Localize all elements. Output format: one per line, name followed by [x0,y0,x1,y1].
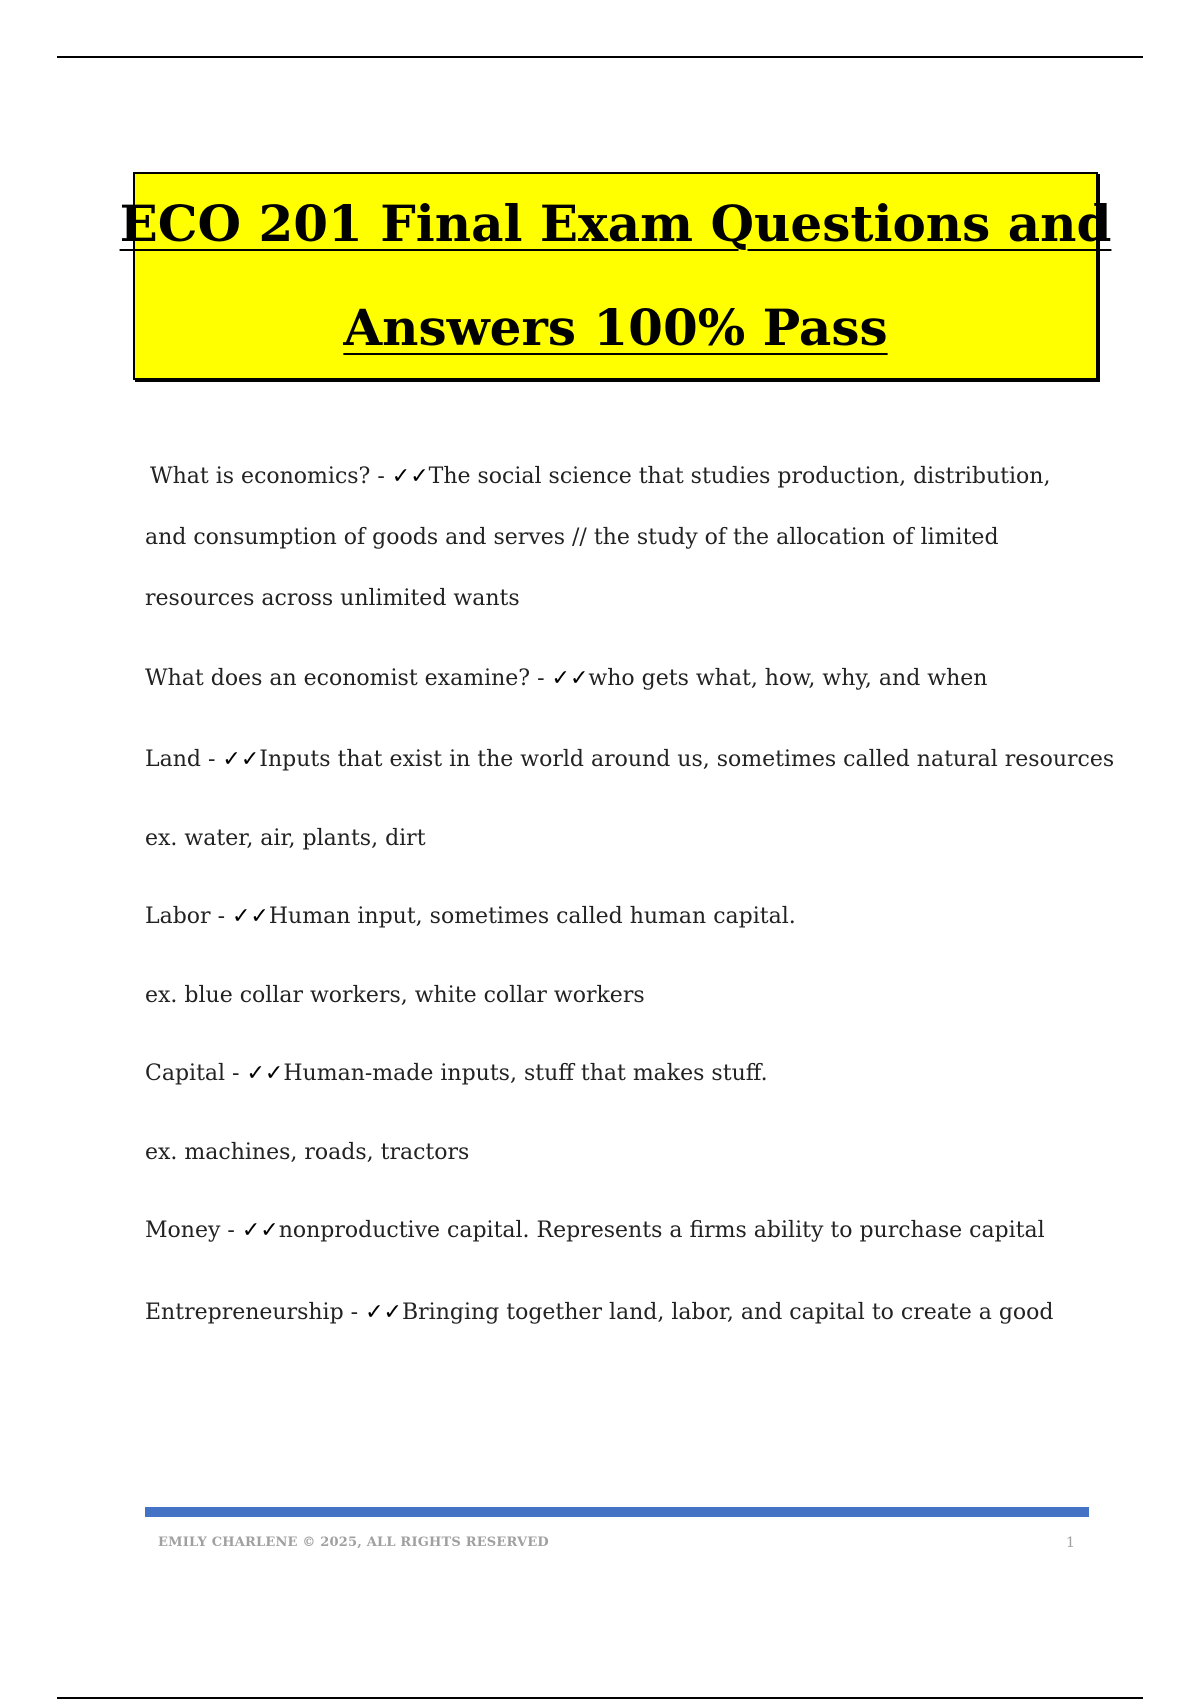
qa-separator: - [220,1218,242,1243]
qa-example-capital [145,1140,1085,1165]
double-check-icon: ✓✓ [222,747,260,772]
double-check-icon: ✓✓ [232,904,269,929]
qa-example-text: ex. blue collar workers, white collar workers [145,983,645,1008]
qa-separator: - [210,904,232,929]
qa-item-money [145,1218,1085,1243]
qa-separator: - [370,464,392,489]
qa-item-labor [145,904,1085,929]
page-title-line-1: ECO 201 Final Exam Questions and [119,194,1112,253]
qa-definition: Inputs that exist in the world around us, sometimes called natural resources [259,747,1115,772]
qa-term: Money [145,1218,221,1243]
footer-accent-bar [145,1507,1089,1517]
qa-item-economics [145,446,1085,629]
qa-term: Entrepreneurship [145,1300,344,1325]
qa-example-land [145,826,1085,851]
qa-example-text: ex. water, air, plants, dirt [145,826,426,851]
qa-separator: - [225,1061,247,1086]
qa-definition: nonproductive capital. Represents a firms ability to purchase capital [278,1218,1045,1243]
qa-term: Capital [145,1061,226,1086]
qa-separator: - [200,747,223,772]
qa-separator: - [343,1300,366,1325]
qa-term: What does an economist examine? [145,666,531,691]
double-check-icon: ✓✓ [391,464,429,489]
page-top-rule [57,56,1143,58]
qa-item-land [145,747,1115,772]
double-check-icon: ✓✓ [241,1218,279,1243]
qa-term: Land [145,747,201,772]
qa-separator: - [530,666,552,691]
qa-term: Labor [145,904,211,929]
qa-item-entrepreneurship [145,1300,1085,1325]
qa-term: What is economics? [150,464,371,489]
qa-definition: Human-made inputs, stuff that makes stuff. [283,1061,768,1086]
qa-definition: Bringing together land, labor, and capital to create a good [401,1300,1054,1325]
title-box [119,172,1112,380]
footer-copyright: EMILY CHARLENE © 2025, ALL RIGHTS RESERVED [158,1535,549,1550]
qa-item-capital [145,1061,1085,1086]
qa-example-text: ex. machines, roads, tractors [145,1140,470,1165]
page-number: 1 [1066,1535,1075,1551]
double-check-icon: ✓✓ [246,1061,284,1086]
page-title-line-2: Answers 100% Pass [343,298,888,357]
qa-definition: Human input, sometimes called human capital. [268,904,796,929]
qa-definition: The social science that studies production, distribution, and consumption of goods and serves // the study of the allocation of limited resources across unlimited wants [145,464,1051,611]
double-check-icon: ✓✓ [365,1300,402,1325]
qa-definition: who gets what, how, why, and when [588,666,988,691]
page-bottom-rule [57,1697,1143,1699]
qa-example-labor [145,983,1085,1008]
double-check-icon: ✓✓ [551,666,589,691]
qa-item-economist [145,666,1085,691]
